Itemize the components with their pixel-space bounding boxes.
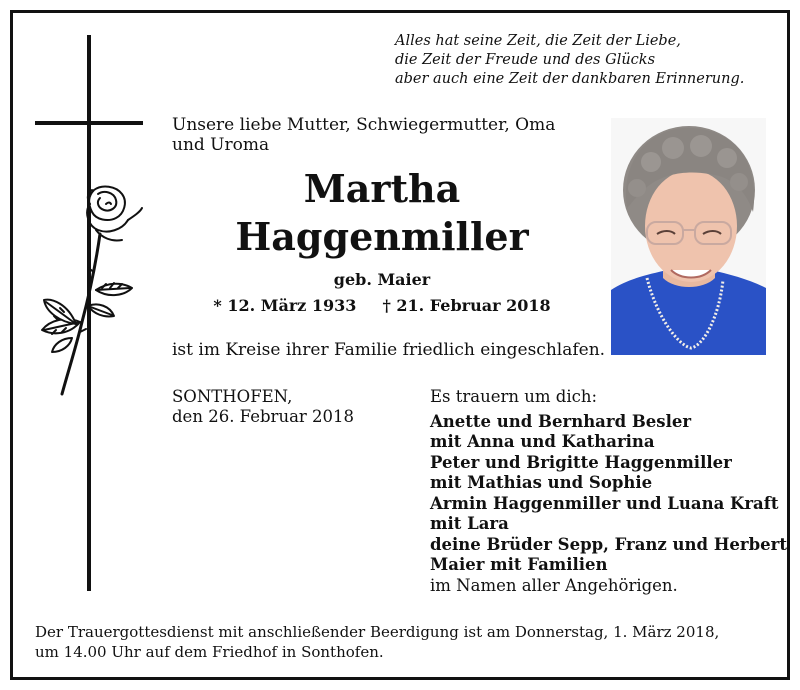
mourners-block (430, 387, 787, 596)
mourner-line: Armin Haggenmiller und Luana Kraft (430, 493, 779, 513)
mourner-line: deine Brüder Sepp, Franz und Herbert (430, 534, 787, 554)
mourner-line: Peter und Brigitte Haggenmiller (430, 452, 732, 472)
life-dates (172, 296, 592, 316)
mourner-line: Maier mit Familien (430, 555, 608, 574)
service-line: Der Trauergottesdienst mit anschließender Beerdigung ist am Donnerstag, 1. März 2018, (35, 623, 720, 641)
verse-quote (395, 32, 775, 89)
notice-date: den 26. Februar 2018 (172, 407, 355, 426)
rose-icon (36, 182, 146, 397)
birth-date: * 12. März 1933 (213, 296, 357, 315)
mourner-line: mit Mathias und Sophie (430, 473, 653, 492)
mourners-heading: Es trauern um dich: (430, 387, 598, 406)
service-info (35, 622, 775, 662)
intro-line: und Uroma (172, 135, 270, 155)
intro-text (172, 115, 597, 155)
mourners-closing: im Namen aller Angehörigen. (430, 575, 678, 595)
place-and-date (172, 387, 422, 427)
death-date: † 21. Februar 2018 (382, 296, 551, 315)
passing-text: ist im Kreise ihrer Familie friedlich eingeschlafen. (172, 340, 606, 360)
mourner-line: mit Lara (430, 514, 509, 533)
first-name: Martha (303, 166, 461, 211)
mourner-line: Anette und Bernhard Besler (430, 411, 692, 431)
service-line: um 14.00 Uhr auf dem Friedhof in Sonthofen. (35, 643, 384, 661)
maiden-name: geb. Maier (333, 270, 431, 289)
verse-line: Alles hat seine Zeit, die Zeit der Liebe, (395, 33, 681, 49)
place: SONTHOFEN, (172, 387, 293, 406)
last-name: Haggenmiller (235, 214, 529, 259)
intro-line: Unsere liebe Mutter, Schwiegermutter, Oma (172, 115, 556, 135)
mourner-line: mit Anna und Katharina (430, 432, 655, 451)
cross-bar (35, 121, 143, 125)
portrait-photo (611, 118, 766, 355)
verse-line: die Zeit der Freude und des Glücks (395, 52, 656, 68)
verse-line: aber auch eine Zeit der dankbaren Erinnerung. (395, 71, 745, 87)
